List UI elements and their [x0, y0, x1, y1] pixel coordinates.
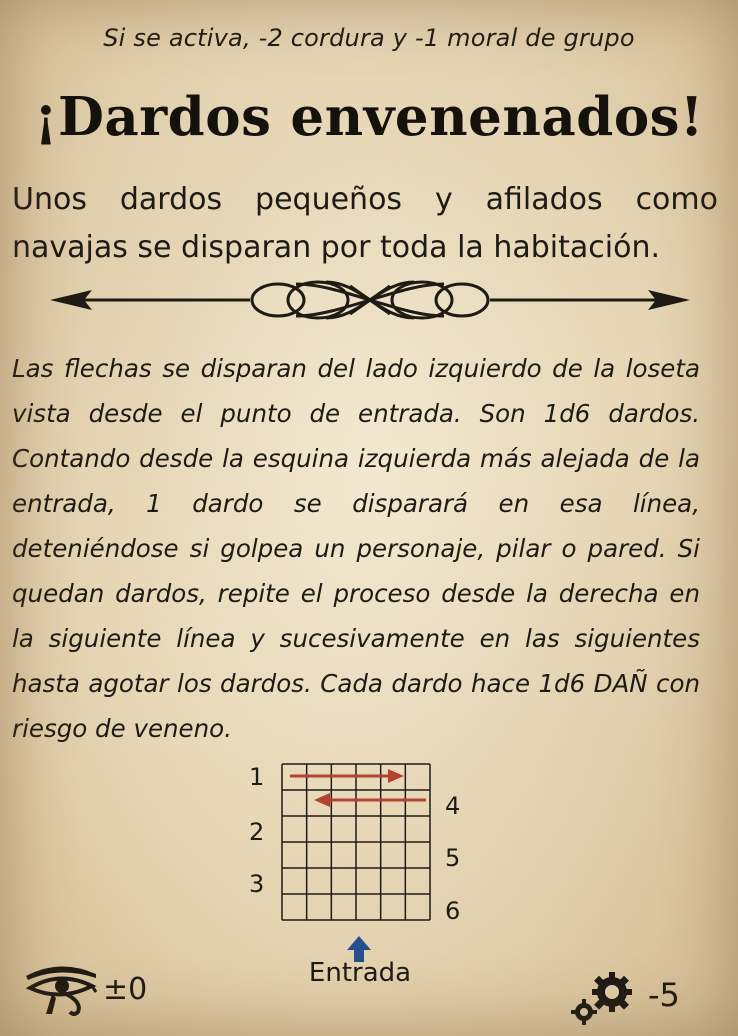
ornamental-divider-icon: [50, 276, 690, 324]
left-row-label: 2: [249, 818, 265, 846]
right-row-label: 6: [445, 897, 461, 925]
dart-arrow-row-2-head: [314, 793, 330, 807]
dart-arrow-row-1-head: [388, 769, 404, 783]
grid-lines: [282, 764, 430, 920]
right-row-label: 4: [445, 792, 461, 820]
rules-text: Las flechas se disparan del lado izquierdo de la loseta vista desde el punto de entrada. Son 1d6 dardos. Contando desde la esquina izquierda más alejada de la entrada, 1 dardo se disparará en esa línea, deteniéndose si golpea un personaje, pilar o pared. Si quedan dardos, repite el proceso desde la derecha en la siguiente línea y sucesivamente en las siguientes hasta agotar los dardos. Cada dardo hace 1d6 DAÑ con riesgo de veneno.: [12, 354, 700, 743]
card-title: ¡Dardos envenenados!: [34, 86, 704, 148]
sanity-modifier: ±0: [103, 972, 148, 1007]
gears-icon: [568, 970, 640, 1026]
mechanism-modifier: -5: [648, 976, 680, 1014]
trigger-condition: Si se activa, -2 cordura y -1 moral de grupo: [103, 24, 635, 52]
entrance-label: Entrada: [308, 958, 412, 988]
dart-grid-diagram: [240, 758, 480, 928]
eye-of-horus-icon: [22, 962, 100, 1018]
flavor-text: Unos dardos pequeños y afilados como navajas se disparan por toda la habitación.: [12, 182, 718, 265]
left-row-label: 3: [249, 870, 265, 898]
right-row-label: 5: [445, 844, 461, 872]
left-row-label: 1: [249, 763, 265, 791]
